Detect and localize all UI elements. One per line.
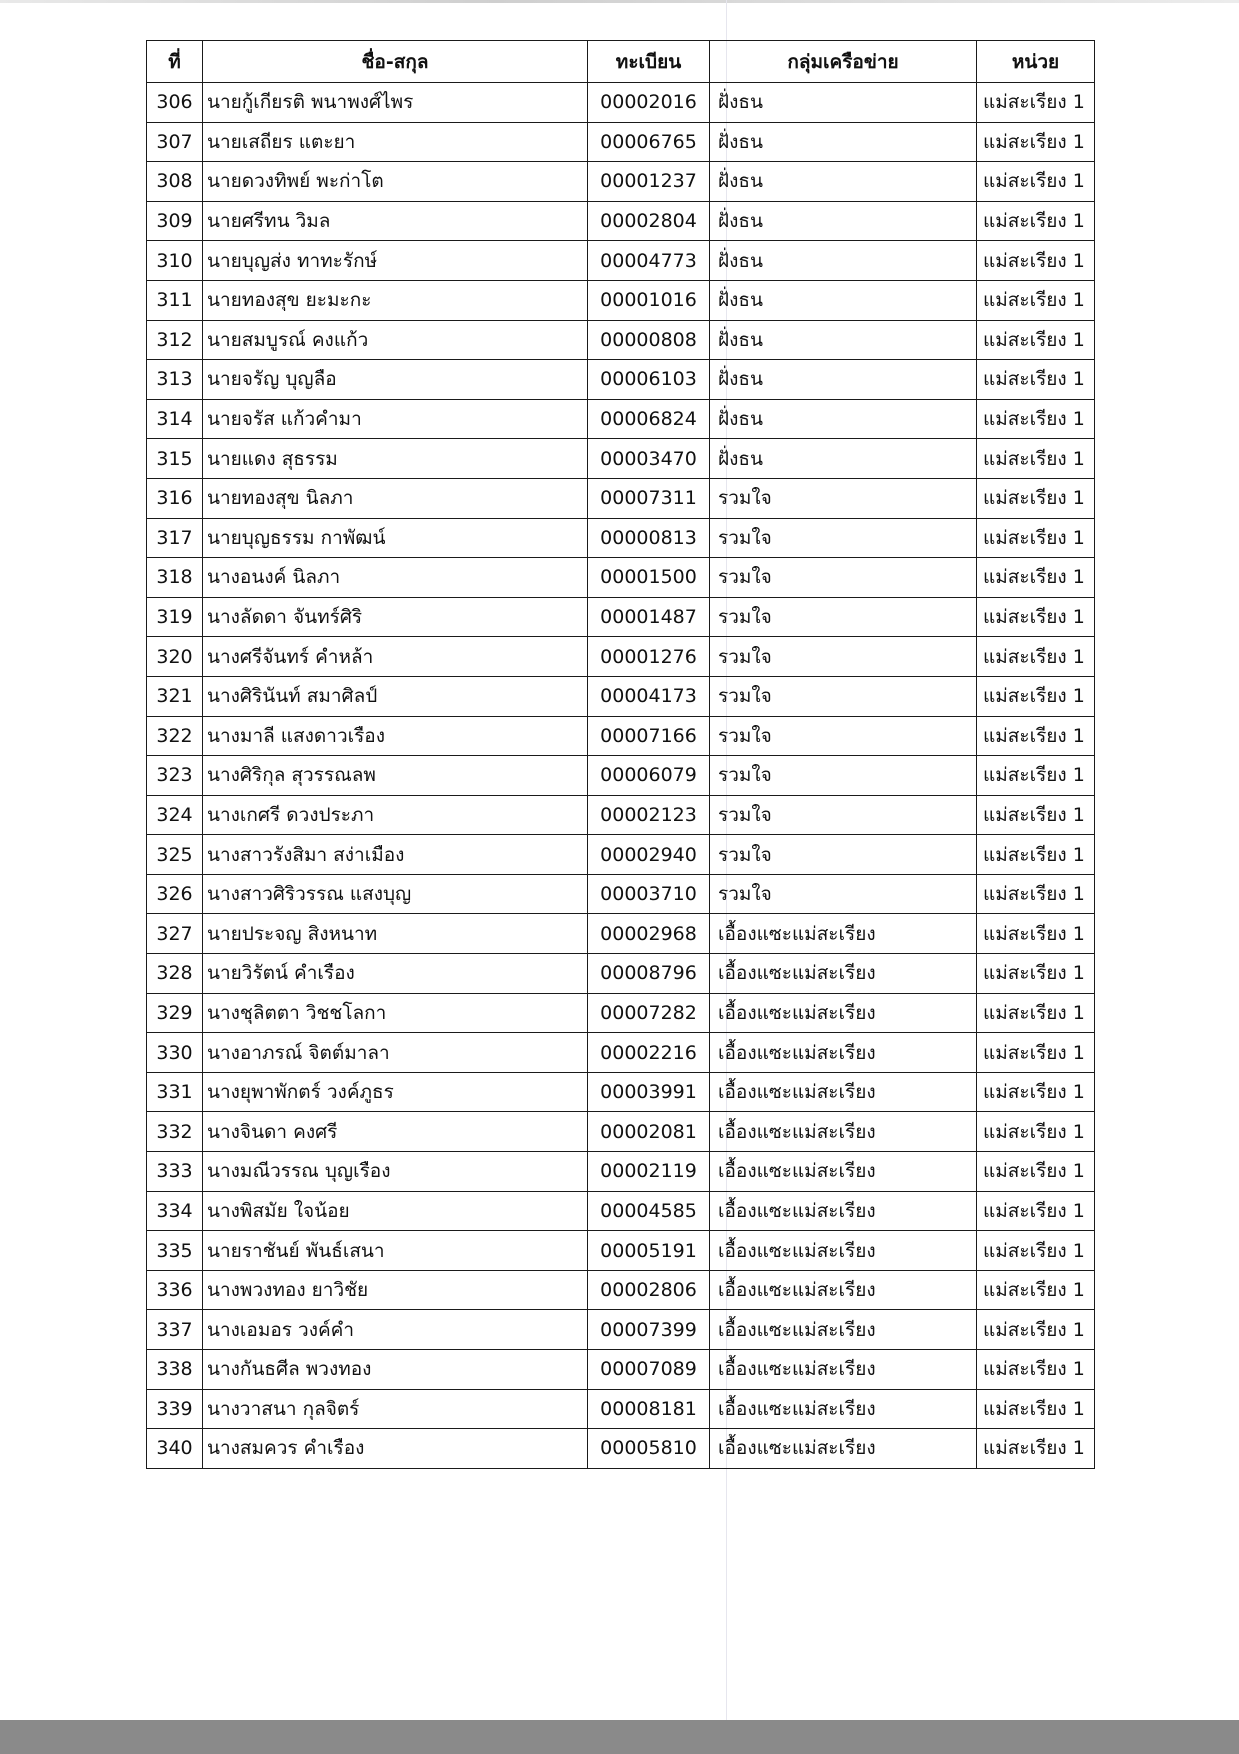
- table-row: [147, 1270, 1095, 1310]
- table-row: [147, 360, 1095, 400]
- header-unit: หน่วย: [977, 41, 1095, 83]
- cell-name: นายบุญธรรม กาพัฒน์: [203, 518, 588, 558]
- cell-registration: 00005191: [588, 1231, 710, 1271]
- cell-unit: แม่สะเรียง 1: [977, 83, 1095, 123]
- cell-unit: แม่สะเรียง 1: [977, 201, 1095, 241]
- header-registration: ทะเบียน: [588, 41, 710, 83]
- cell-name: นางศิรินันท์ สมาศิลป์: [203, 676, 588, 716]
- cell-no: 316: [147, 478, 203, 518]
- cell-name: นางศิริกุล สุวรรณลพ: [203, 756, 588, 796]
- member-table: [146, 40, 1095, 1469]
- cell-unit: แม่สะเรียง 1: [977, 1310, 1095, 1350]
- cell-registration: 00002940: [588, 835, 710, 875]
- table-row: [147, 756, 1095, 796]
- cell-registration: 00004773: [588, 241, 710, 281]
- table-row: [147, 280, 1095, 320]
- table-row: [147, 399, 1095, 439]
- table-row: [147, 1389, 1095, 1429]
- cell-no: 340: [147, 1429, 203, 1469]
- cell-registration: 00001487: [588, 597, 710, 637]
- cell-no: 336: [147, 1270, 203, 1310]
- cell-name: นางสาวศิริวรรณ แสงบุญ: [203, 874, 588, 914]
- cell-network-group: เอื้องแซะแม่สะเรียง: [710, 1152, 977, 1192]
- cell-no: 312: [147, 320, 203, 360]
- cell-unit: แม่สะเรียง 1: [977, 1072, 1095, 1112]
- cell-registration: 00002806: [588, 1270, 710, 1310]
- table-row: [147, 954, 1095, 994]
- cell-registration: 00002081: [588, 1112, 710, 1152]
- cell-unit: แม่สะเรียง 1: [977, 280, 1095, 320]
- cell-unit: แม่สะเรียง 1: [977, 241, 1095, 281]
- cell-no: 326: [147, 874, 203, 914]
- table-row: [147, 1152, 1095, 1192]
- cell-no: 320: [147, 637, 203, 677]
- cell-no: 332: [147, 1112, 203, 1152]
- cell-network-group: ฝั่งธน: [710, 122, 977, 162]
- table-row: [147, 1072, 1095, 1112]
- table-row: [147, 1231, 1095, 1271]
- cell-network-group: เอื้องแซะแม่สะเรียง: [710, 1310, 977, 1350]
- cell-registration: 00007089: [588, 1350, 710, 1390]
- cell-network-group: เอื้องแซะแม่สะเรียง: [710, 954, 977, 994]
- cell-no: 317: [147, 518, 203, 558]
- cell-no: 334: [147, 1191, 203, 1231]
- cell-registration: 00007166: [588, 716, 710, 756]
- cell-registration: 00001016: [588, 280, 710, 320]
- cell-network-group: เอื้องแซะแม่สะเรียง: [710, 1112, 977, 1152]
- cell-name: นางกันธศีล พวงทอง: [203, 1350, 588, 1390]
- table-row: [147, 1429, 1095, 1469]
- cell-no: 313: [147, 360, 203, 400]
- table-row: [147, 874, 1095, 914]
- cell-unit: แม่สะเรียง 1: [977, 399, 1095, 439]
- cell-network-group: รวมใจ: [710, 756, 977, 796]
- cell-name: นางสมควร คำเรือง: [203, 1429, 588, 1469]
- table-row: [147, 83, 1095, 123]
- cell-unit: แม่สะเรียง 1: [977, 1112, 1095, 1152]
- cell-registration: 00004585: [588, 1191, 710, 1231]
- cell-name: นายวิรัตน์ คำเรือง: [203, 954, 588, 994]
- cell-unit: แม่สะเรียง 1: [977, 1231, 1095, 1271]
- table-row: [147, 716, 1095, 756]
- cell-no: 311: [147, 280, 203, 320]
- cell-registration: 00002804: [588, 201, 710, 241]
- cell-network-group: รวมใจ: [710, 795, 977, 835]
- cell-no: 337: [147, 1310, 203, 1350]
- cell-name: นายสมบูรณ์ คงแก้ว: [203, 320, 588, 360]
- cell-name: นายเสถียร แตะยา: [203, 122, 588, 162]
- cell-unit: แม่สะเรียง 1: [977, 993, 1095, 1033]
- cell-unit: แม่สะเรียง 1: [977, 914, 1095, 954]
- table-header-row: [147, 41, 1095, 83]
- cell-unit: แม่สะเรียง 1: [977, 1429, 1095, 1469]
- cell-unit: แม่สะเรียง 1: [977, 637, 1095, 677]
- cell-registration: 00006765: [588, 122, 710, 162]
- cell-no: 331: [147, 1072, 203, 1112]
- cell-name: นายจรัส แก้วคำมา: [203, 399, 588, 439]
- cell-unit: แม่สะเรียง 1: [977, 558, 1095, 598]
- cell-network-group: ฝั่งธน: [710, 162, 977, 202]
- cell-unit: แม่สะเรียง 1: [977, 1389, 1095, 1429]
- cell-network-group: ฝั่งธน: [710, 360, 977, 400]
- cell-registration: 00006079: [588, 756, 710, 796]
- cell-name: นางวาสนา กุลจิตร์: [203, 1389, 588, 1429]
- cell-name: นายกู้เกียรติ พนาพงศ์ไพร: [203, 83, 588, 123]
- cell-network-group: ฝั่งธน: [710, 399, 977, 439]
- table-row: [147, 320, 1095, 360]
- cell-network-group: ฝั่งธน: [710, 83, 977, 123]
- cell-registration: 00004173: [588, 676, 710, 716]
- cell-no: 306: [147, 83, 203, 123]
- cell-network-group: ฝั่งธน: [710, 241, 977, 281]
- cell-no: 307: [147, 122, 203, 162]
- cell-name: นางอนงค์ นิลภา: [203, 558, 588, 598]
- cell-name: นางจินดา คงศรี: [203, 1112, 588, 1152]
- table-row: [147, 201, 1095, 241]
- cell-unit: แม่สะเรียง 1: [977, 320, 1095, 360]
- table-row: [147, 835, 1095, 875]
- cell-no: 310: [147, 241, 203, 281]
- table-row: [147, 795, 1095, 835]
- cell-registration: 00006103: [588, 360, 710, 400]
- cell-no: 335: [147, 1231, 203, 1271]
- cell-no: 339: [147, 1389, 203, 1429]
- cell-name: นางพิสมัย ใจน้อย: [203, 1191, 588, 1231]
- cell-registration: 00001276: [588, 637, 710, 677]
- table-row: [147, 518, 1095, 558]
- cell-registration: 00000808: [588, 320, 710, 360]
- cell-name: นางอาภรณ์ จิตต์มาลา: [203, 1033, 588, 1073]
- cell-registration: 00002123: [588, 795, 710, 835]
- cell-registration: 00007282: [588, 993, 710, 1033]
- cell-no: 338: [147, 1350, 203, 1390]
- table-row: [147, 122, 1095, 162]
- table-row: [147, 1350, 1095, 1390]
- scan-bottom-edge: [0, 1720, 1239, 1754]
- cell-name: นายศรีทน วิมล: [203, 201, 588, 241]
- table-row: [147, 1310, 1095, 1350]
- cell-registration: 00006824: [588, 399, 710, 439]
- cell-no: 323: [147, 756, 203, 796]
- cell-network-group: เอื้องแซะแม่สะเรียง: [710, 1429, 977, 1469]
- table-row: [147, 637, 1095, 677]
- table-row: [147, 676, 1095, 716]
- cell-name: นางเกศรี ดวงประภา: [203, 795, 588, 835]
- cell-name: นายประจญ สิงหนาท: [203, 914, 588, 954]
- cell-network-group: รวมใจ: [710, 478, 977, 518]
- table-row: [147, 439, 1095, 479]
- cell-name: นายบุญส่ง ทาทะรักษ์: [203, 241, 588, 281]
- cell-name: นางพวงทอง ยาวิชัย: [203, 1270, 588, 1310]
- cell-unit: แม่สะเรียง 1: [977, 954, 1095, 994]
- cell-no: 324: [147, 795, 203, 835]
- cell-unit: แม่สะเรียง 1: [977, 795, 1095, 835]
- cell-unit: แม่สะเรียง 1: [977, 597, 1095, 637]
- cell-network-group: รวมใจ: [710, 558, 977, 598]
- cell-registration: 00005810: [588, 1429, 710, 1469]
- cell-network-group: รวมใจ: [710, 597, 977, 637]
- cell-unit: แม่สะเรียง 1: [977, 518, 1095, 558]
- cell-network-group: เอื้องแซะแม่สะเรียง: [710, 1350, 977, 1390]
- cell-registration: 00002216: [588, 1033, 710, 1073]
- cell-network-group: เอื้องแซะแม่สะเรียง: [710, 1231, 977, 1271]
- cell-no: 327: [147, 914, 203, 954]
- cell-no: 322: [147, 716, 203, 756]
- cell-no: 325: [147, 835, 203, 875]
- table-row: [147, 1191, 1095, 1231]
- cell-registration: 00001237: [588, 162, 710, 202]
- cell-unit: แม่สะเรียง 1: [977, 1152, 1095, 1192]
- cell-no: 309: [147, 201, 203, 241]
- cell-unit: แม่สะเรียง 1: [977, 1270, 1095, 1310]
- cell-name: นางเอมอร วงค์คำ: [203, 1310, 588, 1350]
- cell-name: นางชุลิตตา วิชชโลกา: [203, 993, 588, 1033]
- cell-name: นางยุพาพักตร์ วงค์ภูธร: [203, 1072, 588, 1112]
- cell-registration: 00008181: [588, 1389, 710, 1429]
- table-row: [147, 597, 1095, 637]
- cell-network-group: รวมใจ: [710, 716, 977, 756]
- cell-name: นางลัดดา จันทร์ศิริ: [203, 597, 588, 637]
- cell-name: นางศรีจันทร์ คำหล้า: [203, 637, 588, 677]
- member-table-container: [146, 40, 1095, 1469]
- cell-name: นายจรัญ บุญลือ: [203, 360, 588, 400]
- cell-network-group: รวมใจ: [710, 874, 977, 914]
- cell-name: นางสาวรังสิมา สง่าเมือง: [203, 835, 588, 875]
- cell-registration: 00002968: [588, 914, 710, 954]
- cell-unit: แม่สะเรียง 1: [977, 1033, 1095, 1073]
- cell-network-group: เอื้องแซะแม่สะเรียง: [710, 1270, 977, 1310]
- cell-no: 330: [147, 1033, 203, 1073]
- cell-registration: 00003470: [588, 439, 710, 479]
- cell-network-group: ฝั่งธน: [710, 320, 977, 360]
- cell-network-group: เอื้องแซะแม่สะเรียง: [710, 1389, 977, 1429]
- cell-unit: แม่สะเรียง 1: [977, 360, 1095, 400]
- cell-network-group: เอื้องแซะแม่สะเรียง: [710, 1033, 977, 1073]
- cell-registration: 00001500: [588, 558, 710, 598]
- cell-network-group: รวมใจ: [710, 518, 977, 558]
- table-row: [147, 478, 1095, 518]
- table-row: [147, 558, 1095, 598]
- header-name: ชื่อ-สกุล: [203, 41, 588, 83]
- cell-name: นายราชันย์ พันธ์เสนา: [203, 1231, 588, 1271]
- cell-registration: 00007311: [588, 478, 710, 518]
- cell-name: นายแดง สุธรรม: [203, 439, 588, 479]
- cell-network-group: รวมใจ: [710, 676, 977, 716]
- cell-network-group: เอื้องแซะแม่สะเรียง: [710, 1072, 977, 1112]
- cell-unit: แม่สะเรียง 1: [977, 716, 1095, 756]
- cell-no: 318: [147, 558, 203, 598]
- cell-unit: แม่สะเรียง 1: [977, 1191, 1095, 1231]
- cell-registration: 00002016: [588, 83, 710, 123]
- table-row: [147, 162, 1095, 202]
- cell-registration: 00000813: [588, 518, 710, 558]
- cell-registration: 00007399: [588, 1310, 710, 1350]
- cell-no: 314: [147, 399, 203, 439]
- cell-unit: แม่สะเรียง 1: [977, 874, 1095, 914]
- table-row: [147, 241, 1095, 281]
- cell-no: 319: [147, 597, 203, 637]
- cell-network-group: ฝั่งธน: [710, 280, 977, 320]
- table-body: [147, 83, 1095, 1469]
- cell-network-group: ฝั่งธน: [710, 201, 977, 241]
- cell-unit: แม่สะเรียง 1: [977, 1350, 1095, 1390]
- cell-unit: แม่สะเรียง 1: [977, 478, 1095, 518]
- cell-network-group: เอื้องแซะแม่สะเรียง: [710, 914, 977, 954]
- cell-registration: 00002119: [588, 1152, 710, 1192]
- cell-registration: 00008796: [588, 954, 710, 994]
- table-row: [147, 914, 1095, 954]
- cell-no: 329: [147, 993, 203, 1033]
- cell-unit: แม่สะเรียง 1: [977, 122, 1095, 162]
- cell-name: นางมาลี แสงดาวเรือง: [203, 716, 588, 756]
- table-row: [147, 993, 1095, 1033]
- cell-network-group: ฝั่งธน: [710, 439, 977, 479]
- cell-name: นางมณีวรรณ บุญเรือง: [203, 1152, 588, 1192]
- cell-no: 321: [147, 676, 203, 716]
- cell-registration: 00003710: [588, 874, 710, 914]
- cell-network-group: เอื้องแซะแม่สะเรียง: [710, 1191, 977, 1231]
- cell-unit: แม่สะเรียง 1: [977, 439, 1095, 479]
- header-network-group: กลุ่มเครือข่าย: [710, 41, 977, 83]
- cell-network-group: รวมใจ: [710, 637, 977, 677]
- cell-no: 333: [147, 1152, 203, 1192]
- cell-no: 328: [147, 954, 203, 994]
- scan-top-edge: [0, 0, 1239, 3]
- cell-unit: แม่สะเรียง 1: [977, 162, 1095, 202]
- cell-name: นายทองสุข นิลภา: [203, 478, 588, 518]
- cell-no: 308: [147, 162, 203, 202]
- cell-name: นายดวงทิพย์ พะก่าโต: [203, 162, 588, 202]
- cell-registration: 00003991: [588, 1072, 710, 1112]
- cell-no: 315: [147, 439, 203, 479]
- table-row: [147, 1112, 1095, 1152]
- cell-unit: แม่สะเรียง 1: [977, 676, 1095, 716]
- header-no: ที่: [147, 41, 203, 83]
- cell-network-group: เอื้องแซะแม่สะเรียง: [710, 993, 977, 1033]
- cell-name: นายทองสุข ยะมะกะ: [203, 280, 588, 320]
- cell-unit: แม่สะเรียง 1: [977, 756, 1095, 796]
- table-row: [147, 1033, 1095, 1073]
- cell-network-group: รวมใจ: [710, 835, 977, 875]
- cell-unit: แม่สะเรียง 1: [977, 835, 1095, 875]
